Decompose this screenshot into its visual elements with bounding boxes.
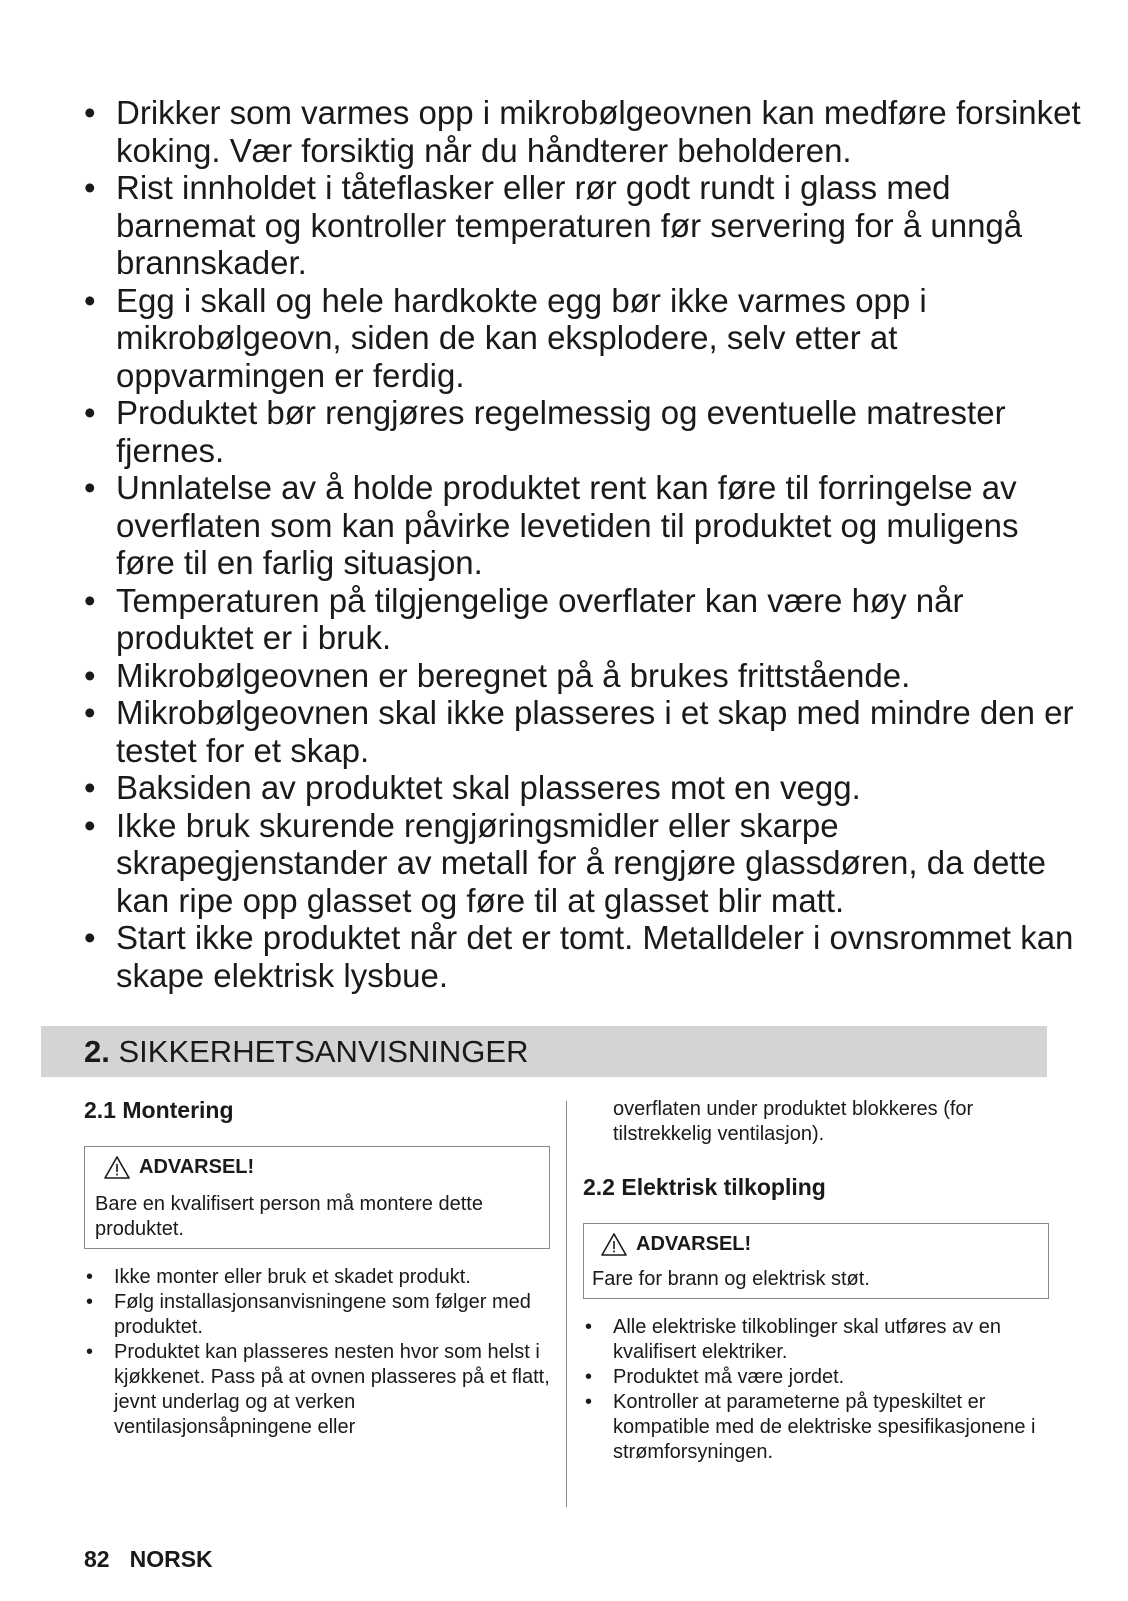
warning-triangle-icon bbox=[103, 1155, 131, 1180]
page-footer bbox=[84, 1546, 213, 1573]
list-item: • Rist innholdet i tåteflasker eller rør godt rundt i glass med barnemat og kontroller temperaturen før servering for å unngå brannskader. bbox=[84, 169, 1023, 281]
list-item: • Drikker som varmes opp i mikrobølgeovnen kan medføre forsinket koking. Vær forsiktig når du håndterer beholderen. bbox=[84, 94, 1081, 169]
montering-list bbox=[84, 1265, 550, 1440]
elektrisk-list bbox=[583, 1315, 1049, 1465]
section-header-bar bbox=[41, 1026, 1047, 1077]
list-item: • Kontroller at parameterne på typeskiltet er kompatible med de elektriske spesifikasjonene i strømforsyningen. bbox=[585, 1391, 1036, 1463]
section-number: 2. bbox=[84, 1034, 110, 1069]
footer-language: NORSK bbox=[129, 1546, 213, 1572]
column-divider bbox=[566, 1101, 567, 1507]
list-item: • Baksiden av produktet skal plasseres mot en vegg. bbox=[84, 769, 861, 806]
warning-text: Fare for brann og elektrisk støt. bbox=[592, 1268, 870, 1290]
list-item: • Ikke bruk skurende rengjøringsmidler eller skarpe skrapegjenstander av metall for å rengjøre glassdøren, da dette kan ripe opp glasset og føre til at glasset blir matt. bbox=[84, 806, 1046, 919]
montering-continuation: overflaten under produktet blokkeres (for tilstrekkelig ventilasjon). bbox=[613, 1098, 974, 1145]
safety-bullet-list bbox=[84, 94, 1084, 994]
list-item: • Produktet bør rengjøres regelmessig og eventuelle matrester fjernes. bbox=[84, 394, 1006, 469]
list-item: • Alle elektriske tilkoblinger skal utføres av en kvalifisert elektriker. bbox=[585, 1316, 1001, 1363]
list-item: • Produktet må være jordet. bbox=[585, 1366, 845, 1388]
warning-label: ADVARSEL! bbox=[636, 1233, 752, 1255]
montering-warning-box bbox=[84, 1146, 550, 1249]
warning-header bbox=[600, 1232, 1040, 1257]
elektrisk-column bbox=[583, 1097, 1049, 1465]
montering-heading: 2.1 Montering bbox=[84, 1097, 234, 1123]
list-item: • Mikrobølgeovnen er beregnet på å brukes frittstående. bbox=[84, 656, 911, 694]
warning-label: ADVARSEL! bbox=[139, 1156, 255, 1178]
montering-column bbox=[84, 1096, 550, 1440]
section-title bbox=[84, 1034, 528, 1070]
list-item: • Ikke monter eller bruk et skadet produkt. bbox=[86, 1266, 471, 1288]
elektrisk-warning-box bbox=[583, 1223, 1049, 1299]
section-name: SIKKERHETSANVISNINGER bbox=[118, 1034, 529, 1069]
list-item: • Mikrobølgeovnen skal ikke plasseres i et skap med mindre den er testet for et skap. bbox=[84, 694, 1074, 769]
list-item: • Temperaturen på tilgjengelige overflater kan være høy når produktet er i bruk. bbox=[84, 581, 964, 656]
list-item: • Start ikke produktet når det er tomt. Metalldeler i ovnsrommet kan skape elektrisk lysbue. bbox=[84, 919, 1074, 994]
list-item: • Produktet kan plasseres nesten hvor som helst i kjøkkenet. Pass på at ovnen plasseres på et flatt, jevnt underlag og at verken ventilasjonsåpningene eller bbox=[86, 1341, 550, 1438]
warning-text: Bare en kvalifisert person må montere dette produktet. bbox=[95, 1193, 483, 1240]
list-item: • Følg installasjonsanvisningene som følger med produktet. bbox=[86, 1291, 531, 1338]
warning-header bbox=[103, 1155, 539, 1180]
warning-triangle-icon bbox=[600, 1232, 628, 1257]
list-item: • Egg i skall og hele hardkokte egg bør ikke varmes opp i mikrobølgeovn, siden de kan eksplodere, selv etter at oppvarmingen er ferdig. bbox=[84, 281, 927, 394]
elektrisk-heading: 2.2 Elektrisk tilkopling bbox=[583, 1174, 826, 1200]
list-item: • Unnlatelse av å holde produktet rent kan føre til forringelse av overflaten som kan påvirke levetiden til produktet og muligens føre til en farlig situasjon. bbox=[84, 469, 1019, 581]
page-number: 82 bbox=[84, 1546, 110, 1572]
